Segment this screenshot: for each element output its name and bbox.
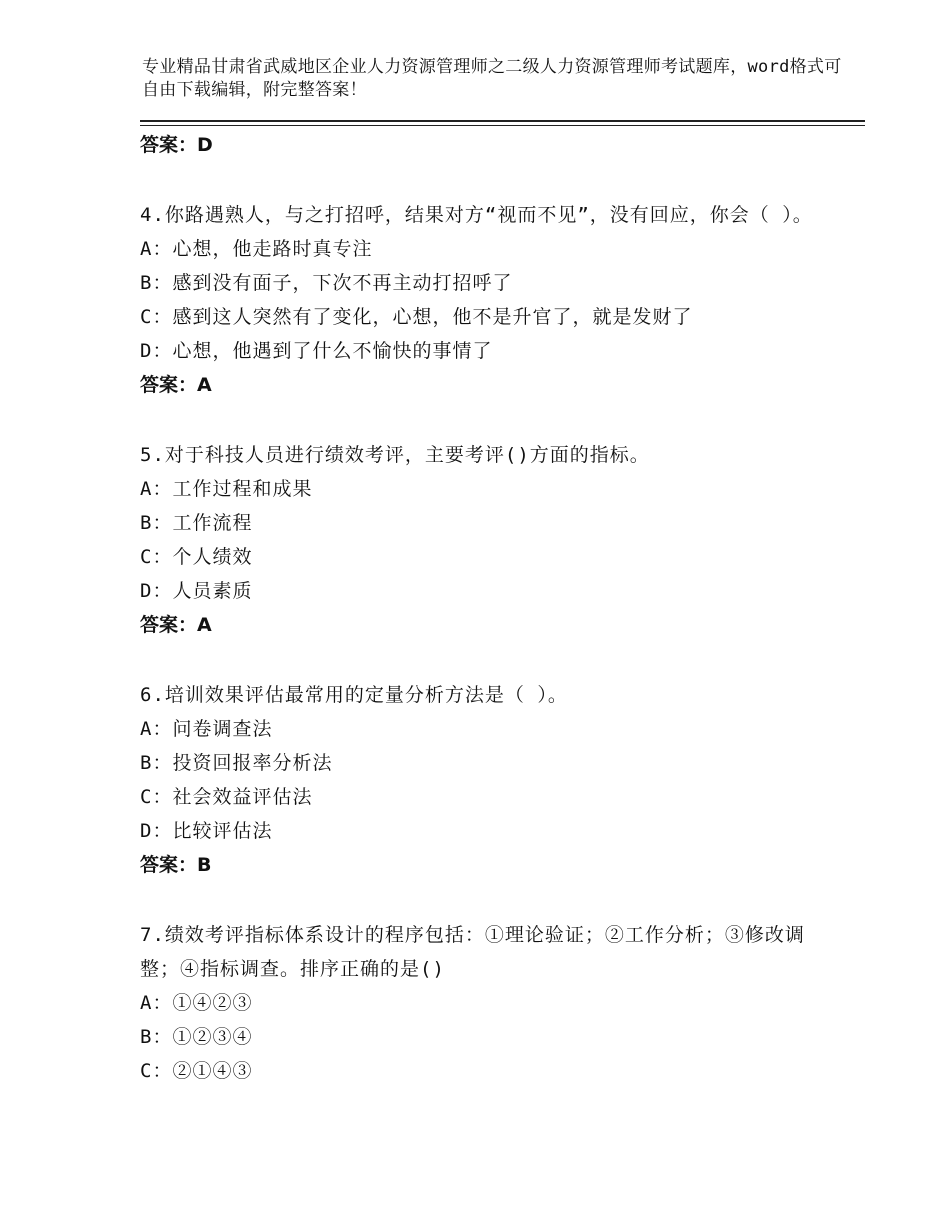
spacer (140, 882, 830, 918)
answer-line: 答案：A (140, 374, 212, 396)
option-b: B：投资回报率分析法 (140, 752, 333, 774)
header-rule-thick (140, 120, 865, 122)
option-a: A：问卷调查法 (140, 718, 273, 740)
question-block (140, 918, 830, 1088)
answer-line: 答案：D (140, 134, 213, 156)
option-a: A：心想，他走路时真专注 (140, 238, 373, 260)
question-block (140, 678, 830, 882)
question-stem: 5.对于科技人员进行绩效考评，主要考评()方面的指标。 (140, 444, 650, 466)
document-header: 专业精品甘肃省武威地区企业人力资源管理师之二级人力资源管理师考试题库，word格式可自由下载编辑，附完整答案！ (142, 57, 842, 100)
spacer (140, 642, 830, 678)
spacer (140, 402, 830, 438)
option-b: B：感到没有面子，下次不再主动打招呼了 (140, 272, 513, 294)
answer-line: 答案：B (140, 854, 212, 876)
question-stem: 4.你路遇熟人，与之打招呼，结果对方“视而不见”，没有回应，你会（ ）。 (140, 204, 813, 226)
option-b: B：工作流程 (140, 512, 253, 534)
spacer (140, 162, 830, 198)
question-list (140, 128, 830, 1088)
option-c: C：②①④③ (140, 1060, 253, 1082)
option-d: D：比较评估法 (140, 820, 273, 842)
option-a: A：工作过程和成果 (140, 478, 313, 500)
option-c: C：个人绩效 (140, 546, 253, 568)
question-stem: 7.绩效考评指标体系设计的程序包括：①理论验证；②工作分析；③修改调整；④指标调查。排序正确的是() (140, 924, 805, 980)
question-block (140, 438, 830, 642)
option-d: D：人员素质 (140, 580, 253, 602)
option-c: C：感到这人突然有了变化，心想，他不是升官了，就是发财了 (140, 306, 693, 328)
option-b: B：①②③④ (140, 1026, 253, 1048)
option-d: D：心想，他遇到了什么不愉快的事情了 (140, 340, 493, 362)
answer-line: 答案：A (140, 614, 212, 636)
option-c: C：社会效益评估法 (140, 786, 313, 808)
question-stem: 6.培训效果评估最常用的定量分析方法是（ ）。 (140, 684, 568, 706)
header-rule-thin (140, 125, 865, 126)
option-a: A：①④②③ (140, 992, 253, 1014)
question-block (140, 198, 830, 402)
